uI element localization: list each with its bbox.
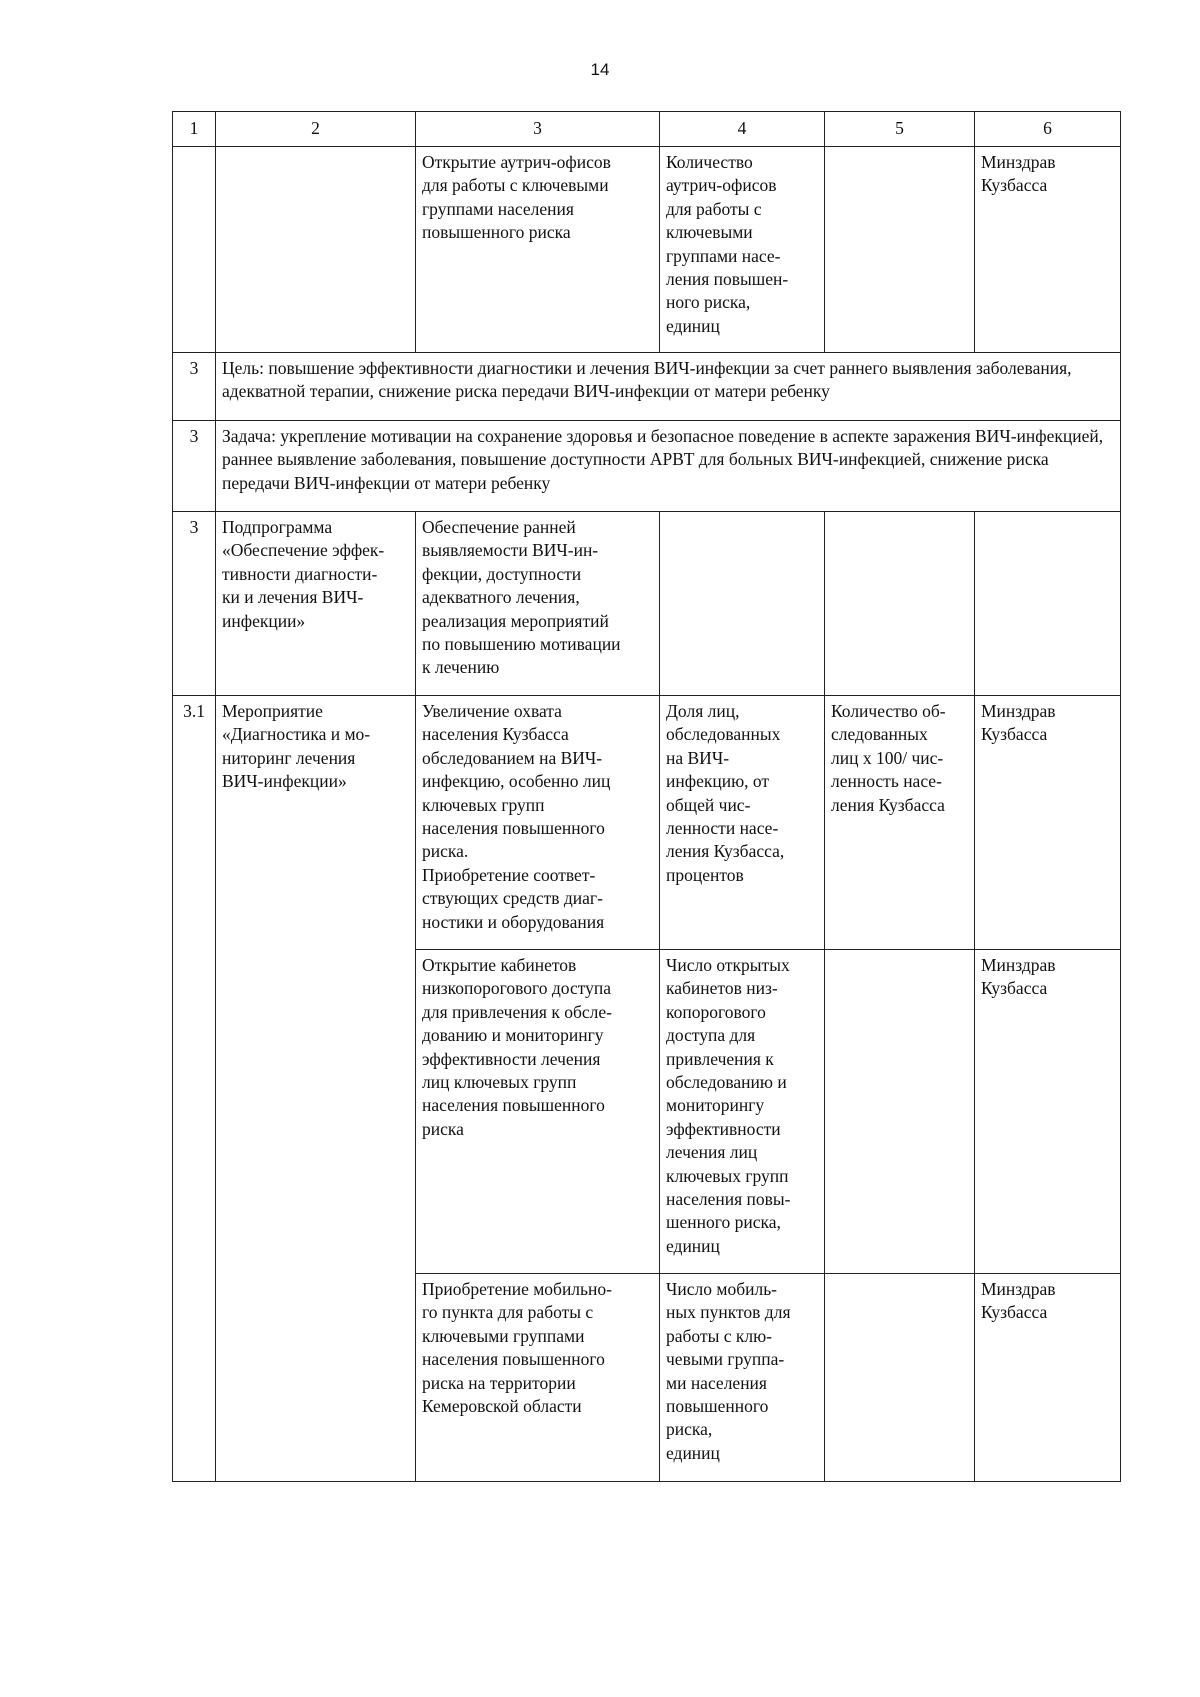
responsible-cell: Минздрав Кузбасса [975,147,1121,353]
row-number-cell [173,147,216,353]
indicator-cell: Число мобиль- ных пунктов для работы с клю- чевыми группа- ми населения повышенного риска, единиц [660,1274,825,1482]
activity-cell: Открытие аутрич-офисов для работы с ключевыми группами населения повышенного риска [416,147,660,353]
indicator-cell: Число открытых кабинетов низ- копорогового доступа для привлечения к обследованию и мониторингу эффективности лечения лиц ключевых групп населения повы- шенного риска, единиц [660,950,825,1274]
table-row-task [173,421,1121,512]
indicator-cell: Доля лиц, обследованных на ВИЧ- инфекцию, от общей чис- ленности насе- ления Кузбасса, процентов [660,696,825,950]
table-row-subprogram [173,512,1121,696]
row-number-cell: 3.1 [173,696,216,1482]
header-cell-3: 3 [416,112,660,147]
goal-text: Цель: повышение эффективности диагностики и лечения ВИЧ-инфекции за счет раннего выявления заболевания, адекватной терапии, снижение риска передачи ВИЧ-инфекции от матери ребенку [216,353,1121,421]
activity-cell: Приобретение мобильно- го пункта для работы с ключевыми группами населения повышенного риска на территории Кемеровской области [416,1274,660,1482]
table-row-goal [173,353,1121,421]
activity-cell: Увеличение охвата населения Кузбасса обследованием на ВИЧ- инфекцию, особенно лиц ключевых групп населения повышенного риска. Приобретение соответ- ствующих средств диаг- ностики и оборудования [416,696,660,950]
responsible-cell: Минздрав Кузбасса [975,696,1121,950]
formula-cell: Количество об- следованных лиц х 100/ чис- ленность насе- ления Кузбасса [825,696,975,950]
row-number-cell: 3 [173,512,216,696]
header-cell-1: 1 [173,112,216,147]
responsible-cell [975,512,1121,696]
row-number-cell: 3 [173,421,216,512]
header-cell-2: 2 [216,112,416,147]
row-number-cell: 3 [173,353,216,421]
header-cell-6: 6 [975,112,1121,147]
page-number: 14 [590,60,610,79]
activity-cell: Обеспечение ранней выявляемости ВИЧ-ин- фекции, доступности адекватного лечения, реализация мероприятий по повышению мотивации к лечению [416,512,660,696]
name-cell: Подпрограмма «Обеспечение эффек- тивности диагности- ки и лечения ВИЧ- инфекции» [216,512,416,696]
name-cell: Мероприятие «Диагностика и мо- ниторинг лечения ВИЧ-инфекции» [216,696,416,1482]
formula-cell [825,147,975,353]
formula-cell [825,950,975,1274]
indicator-cell: Количество аутрич-офисов для работы с ключевыми группами насе- ления повышен- ного риска, единиц [660,147,825,353]
formula-cell [825,512,975,696]
responsible-cell: Минздрав Кузбасса [975,1274,1121,1482]
header-cell-5: 5 [825,112,975,147]
task-text: Задача: укрепление мотивации на сохранение здоровья и безопасное поведение в аспекте заражения ВИЧ-инфекцией, раннее выявление заболевания, повышение доступности АРВТ для больных ВИЧ-инфекцией, снижение риска передачи ВИЧ-инфекции от матери ребенку [216,421,1121,512]
indicator-cell [660,512,825,696]
program-table [172,111,1121,1482]
activity-cell: Открытие кабинетов низкопорогового доступа для привлечения к обсле- дованию и мониторингу эффективности лечения лиц ключевых групп населения повышенного риска [416,950,660,1274]
responsible-cell: Минздрав Кузбасса [975,950,1121,1274]
table-row-outreach [173,147,1121,353]
name-cell [216,147,416,353]
table-row-measure [173,696,1121,950]
header-cell-4: 4 [660,112,825,147]
formula-cell [825,1274,975,1482]
table-header-row [173,112,1121,147]
